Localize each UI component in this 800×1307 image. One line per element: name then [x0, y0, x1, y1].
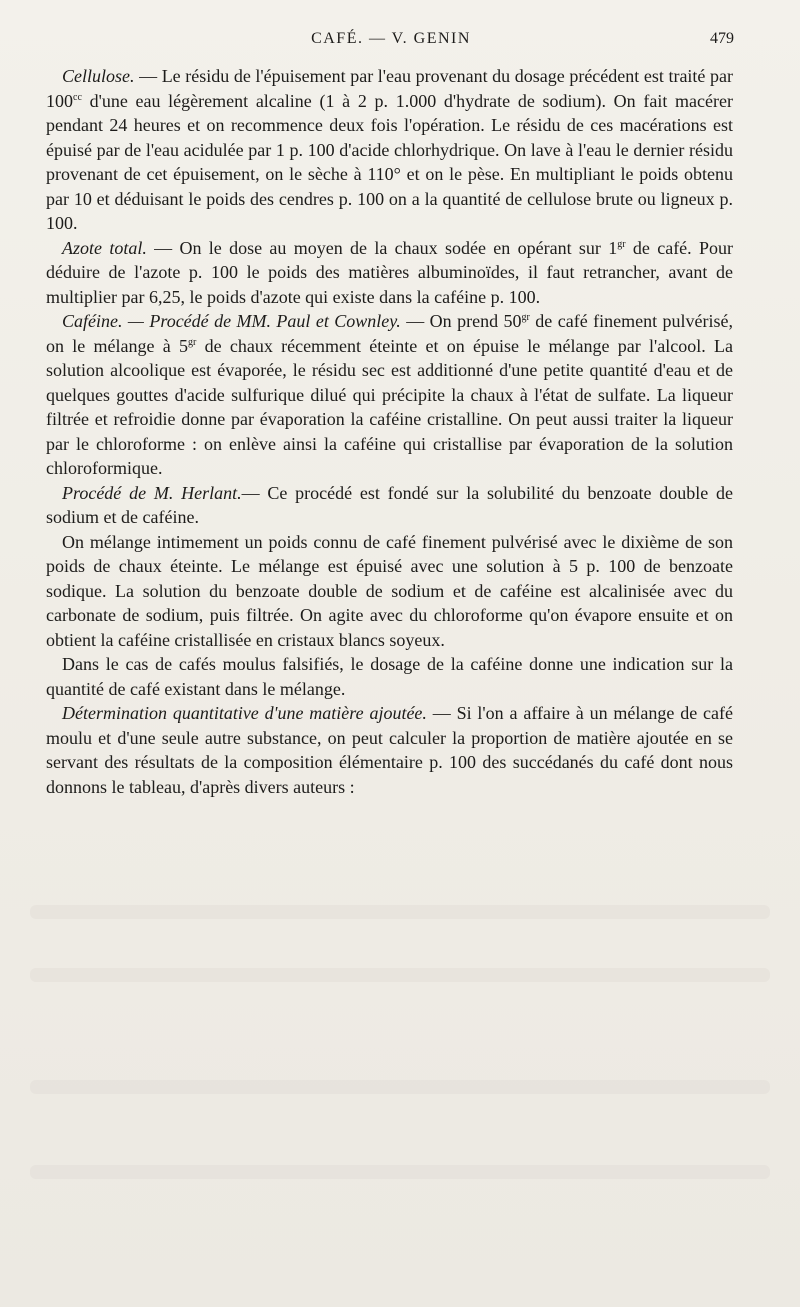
paragraph-separator: —: [134, 66, 162, 86]
paragraph-lead: Procédé de M. Herlant.: [62, 482, 242, 503]
paragraph-cafeine: [46, 309, 733, 481]
paragraph-herlant: [46, 481, 733, 530]
paragraph-text: Si l'on a affaire à un mélange de café moulu et d'une seule autre substance, on peut calculer la proportion de matière ajoutée en se servant des résultats de la composition élémentaire p. 100 des succédanés du café dont nous donnons le tableau, d'après divers auteurs :: [46, 703, 734, 797]
paragraph-falsification: [46, 652, 733, 701]
paragraph-text: Le résidu de l'épuisement par l'eau provenant du dosage précédent est traité par 100: [46, 66, 733, 111]
page-header: [48, 30, 734, 54]
show-through-shadow: [30, 968, 770, 982]
paragraph-text: de café. Pour déduire de l'azote p. 100 le poids des matières albuminoïdes, il faut retrancher, avant de multiplier par 6,25, le poids d'azote qui existe dans la caféine p. 100.: [46, 237, 734, 307]
show-through-shadow: [30, 905, 770, 919]
show-through-shadow: [30, 1080, 770, 1094]
paragraph-lead: Caféine. — Procédé de MM. Paul et Cownley.: [62, 311, 401, 331]
show-through-shadow: [30, 1165, 770, 1179]
paragraph-azote: [46, 236, 733, 310]
page-number: 479: [710, 30, 734, 47]
paragraph-text: On le dose au moyen de la chaux sodée en opérant sur 1: [179, 237, 618, 258]
paragraph-separator: —: [426, 703, 457, 723]
paragraph-text: Dans le cas de cafés moulus falsifiés, le dosage de la caféine donne une indication sur la quantité de café existant dans le mélange.: [46, 654, 733, 699]
paragraph-text: On prend 50: [429, 311, 522, 331]
running-title: CAFÉ. — V. GENIN: [311, 30, 471, 47]
unit-superscript: gr: [188, 336, 197, 348]
unit-superscript: cc: [73, 91, 82, 103]
paragraph-text: d'une eau légèrement alcaline (1 à 2 p. 1.000 d'hydrate de sodium). On fait macérer pendant 24 heures et on recommence deux fois l'opération. Le résidu de ces macérations est épuisé par de l'eau acidulée par 1 p. 100 d'acide chlorhydrique. On lave à l'eau le dernier résidu provenant de cet épuisement, on le sèche à 110° et on le pèse. En multipliant le poids obtenu par 10 et déduisant le poids des cendres p. 100 on a la quantité de cellulose brute ou ligneux p. 100.: [46, 90, 733, 233]
paragraph-separator: —: [241, 482, 268, 503]
paragraph-cellulose: [46, 64, 733, 236]
paragraph-lead: Détermination quantitative d'une matière ajoutée.: [62, 703, 427, 723]
paragraph-text: de chaux récemment éteinte et on épuise le mélange par l'alcool. La solution alcoolique est évaporée, le résidu sec est additionné d'une petite quantité d'eau et de quelques gouttes d'acide sulfurique dilué qui précipite la chaux à l'état de sulfate. La liqueur filtrée et refroidie donne par évaporation la caféine cristalline. On peut aussi traiter la liqueur par le chloroforme : on enlève ainsi la caféine qui cristallise par évaporation de la solution chloroformique.: [46, 335, 733, 478]
paragraph-text: Ce procédé est fondé sur la solubilité du benzoate double de sodium et de caféine.: [46, 482, 733, 527]
paragraph-lead: Azote total.: [62, 237, 147, 258]
unit-superscript: gr: [617, 238, 626, 250]
paragraph-lead: Cellulose.: [62, 66, 135, 86]
paragraph-separator: —: [146, 237, 180, 258]
page-body: [46, 64, 733, 799]
paragraph-melange: [46, 530, 733, 653]
unit-superscript: gr: [521, 312, 530, 323]
paragraph-determination: [46, 701, 733, 799]
paragraph-text: de café finement pulvérisé, on le mélange à 5: [46, 311, 734, 356]
paragraph-text: On mélange intimement un poids connu de café finement pulvérisé avec le dixième de son poids de chaux éteinte. Le mélange est épuisé avec une solution à 5 p. 100 de benzoate sodique. La solution du benzoate double de sodium et de caféine est alcalinisée avec du carbonate de sodium, puis filtrée. On agite avec du chloroforme qu'on évapore ensuite et on obtient la caféine cristallisée en cristaux blancs soyeux.: [46, 531, 733, 650]
paragraph-separator: —: [400, 311, 430, 331]
